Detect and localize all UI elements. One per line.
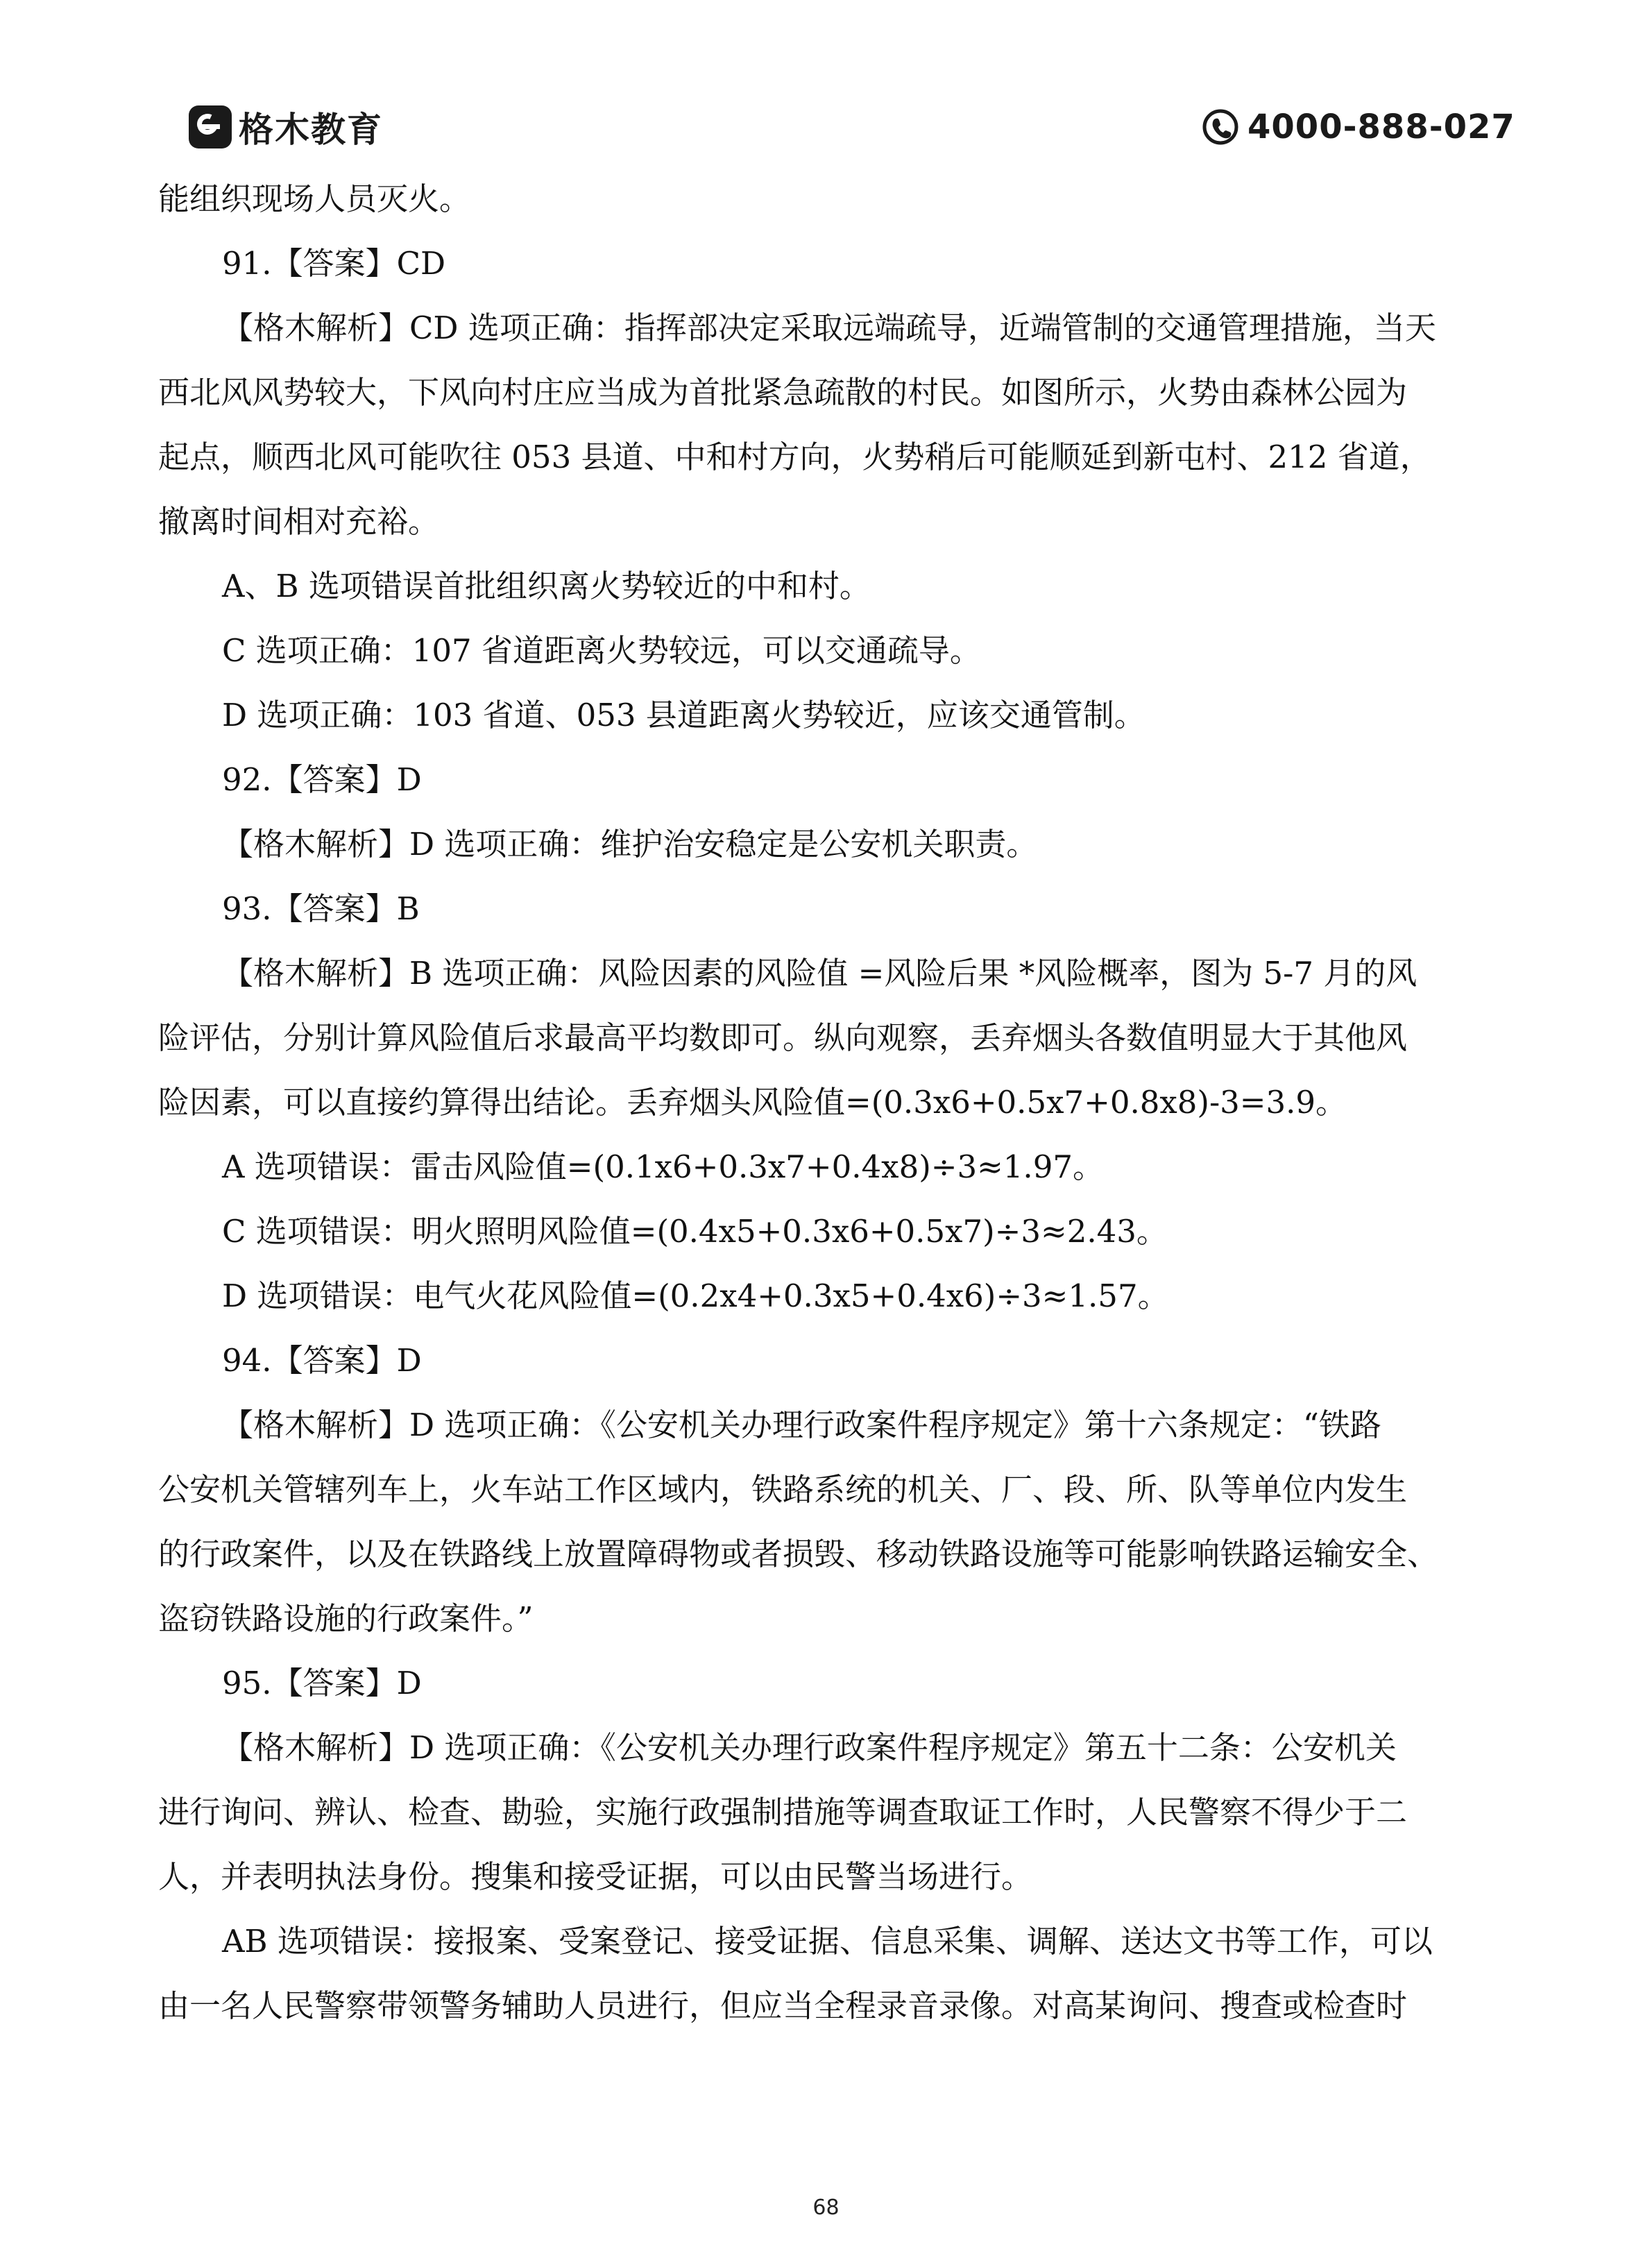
- document-body: [158, 167, 1504, 2038]
- text-line: 【格木解析】D 选项正确：《公安机关办理行政案件程序规定》第十六条规定：“铁路: [222, 1407, 1381, 1443]
- text-line: 撤离时间相对充裕。: [158, 503, 440, 540]
- text-line: A、B 选项错误首批组织离火势较近的中和村。: [222, 568, 871, 604]
- text-line: 人，并表明执法身份。搜集和接受证据，可以由民警当场进行。: [158, 1858, 1033, 1895]
- text-line: 起点，顺西北风可能吹往 053 县道、中和村方向，火势稍后可能顺延到新屯村、212 省道，: [158, 439, 1431, 475]
- text-line: 的行政案件，以及在铁路线上放置障碍物或者损毁、移动铁路设施等可能影响铁路运输安全、: [158, 1536, 1439, 1572]
- phone-icon: [1202, 108, 1239, 146]
- text-line: 险评估，分别计算风险值后求最高平均数即可。纵向观察，丢弃烟头各数值明显大于其他风: [158, 1019, 1408, 1056]
- text-line: A 选项错误：雷击风险值=(0.1x6+0.3x7+0.4x8)÷3≈1.97。: [222, 1148, 1104, 1185]
- text-line: 能组织现场人员灭火。: [158, 180, 471, 217]
- page-number: 68: [812, 2196, 840, 2220]
- logo-text: 格木教育: [239, 110, 383, 150]
- text-line: C 选项错误：明火照明风险值=(0.4x5+0.3x6+0.5x7)÷3≈2.43。: [222, 1213, 1168, 1250]
- text-line: D 选项错误：电气火花风险值=(0.2x4+0.3x5+0.4x6)÷3≈1.57。: [222, 1277, 1169, 1314]
- text-line: 【格木解析】D 选项正确：维护治安稳定是公安机关职责。: [222, 826, 1038, 863]
- text-line: 由一名人民警察带领警务辅助人员进行，但应当全程录音录像。对高某询问、搜查或检查时: [158, 1987, 1408, 2024]
- text-line: 西北风风势较大，下风向村庄应当成为首批紧急疏散的村民。如图所示，火势由森林公园为: [158, 374, 1408, 411]
- text-line: 95.【答案】D: [222, 1665, 422, 1701]
- text-line: 盗窃铁路设施的行政案件。”: [158, 1600, 534, 1637]
- text-line: 92.【答案】D: [222, 761, 422, 798]
- text-line: 险因素，可以直接约算得出结论。丢弃烟头风险值=(0.3x6+0.5x7+0.8x8)-3=3.9。: [158, 1084, 1347, 1121]
- text-line: 【格木解析】CD 选项正确：指挥部决定采取远端疏导，近端管制的交通管理措施，当天: [222, 309, 1436, 346]
- page-header: [0, 0, 1652, 167]
- text-line: AB 选项错误：接报案、受案登记、接受证据、信息采集、调解、送达文书等工作，可以: [222, 1923, 1433, 1960]
- text-line: C 选项正确：107 省道距离火势较远，可以交通疏导。: [222, 632, 981, 669]
- text-line: 94.【答案】D: [222, 1342, 422, 1379]
- text-line: 【格木解析】D 选项正确：《公安机关办理行政案件程序规定》第五十二条：公安机关: [222, 1729, 1397, 1766]
- text-line: 91.【答案】CD: [222, 245, 446, 282]
- contact-phone: [1202, 104, 1515, 150]
- text-line: D 选项正确：103 省道、053 县道距离火势较近，应该交通管制。: [222, 697, 1146, 733]
- text-line: 【格木解析】B 选项正确：风险因素的风险值 =风险后果 *风险概率，图为 5-7 月的风: [222, 955, 1417, 992]
- text-line: 进行询问、辨认、检查、勘验，实施行政强制措施等调查取证工作时，人民警察不得少于二: [158, 1794, 1408, 1831]
- logo-icon: [189, 105, 232, 148]
- text-line: 93.【答案】B: [222, 890, 420, 927]
- brand-logo: [189, 104, 383, 150]
- text-line: 公安机关管辖列车上，火车站工作区域内，铁路系统的机关、厂、段、所、队等单位内发生: [158, 1471, 1408, 1508]
- phone-number: 4000-888-027: [1247, 108, 1515, 146]
